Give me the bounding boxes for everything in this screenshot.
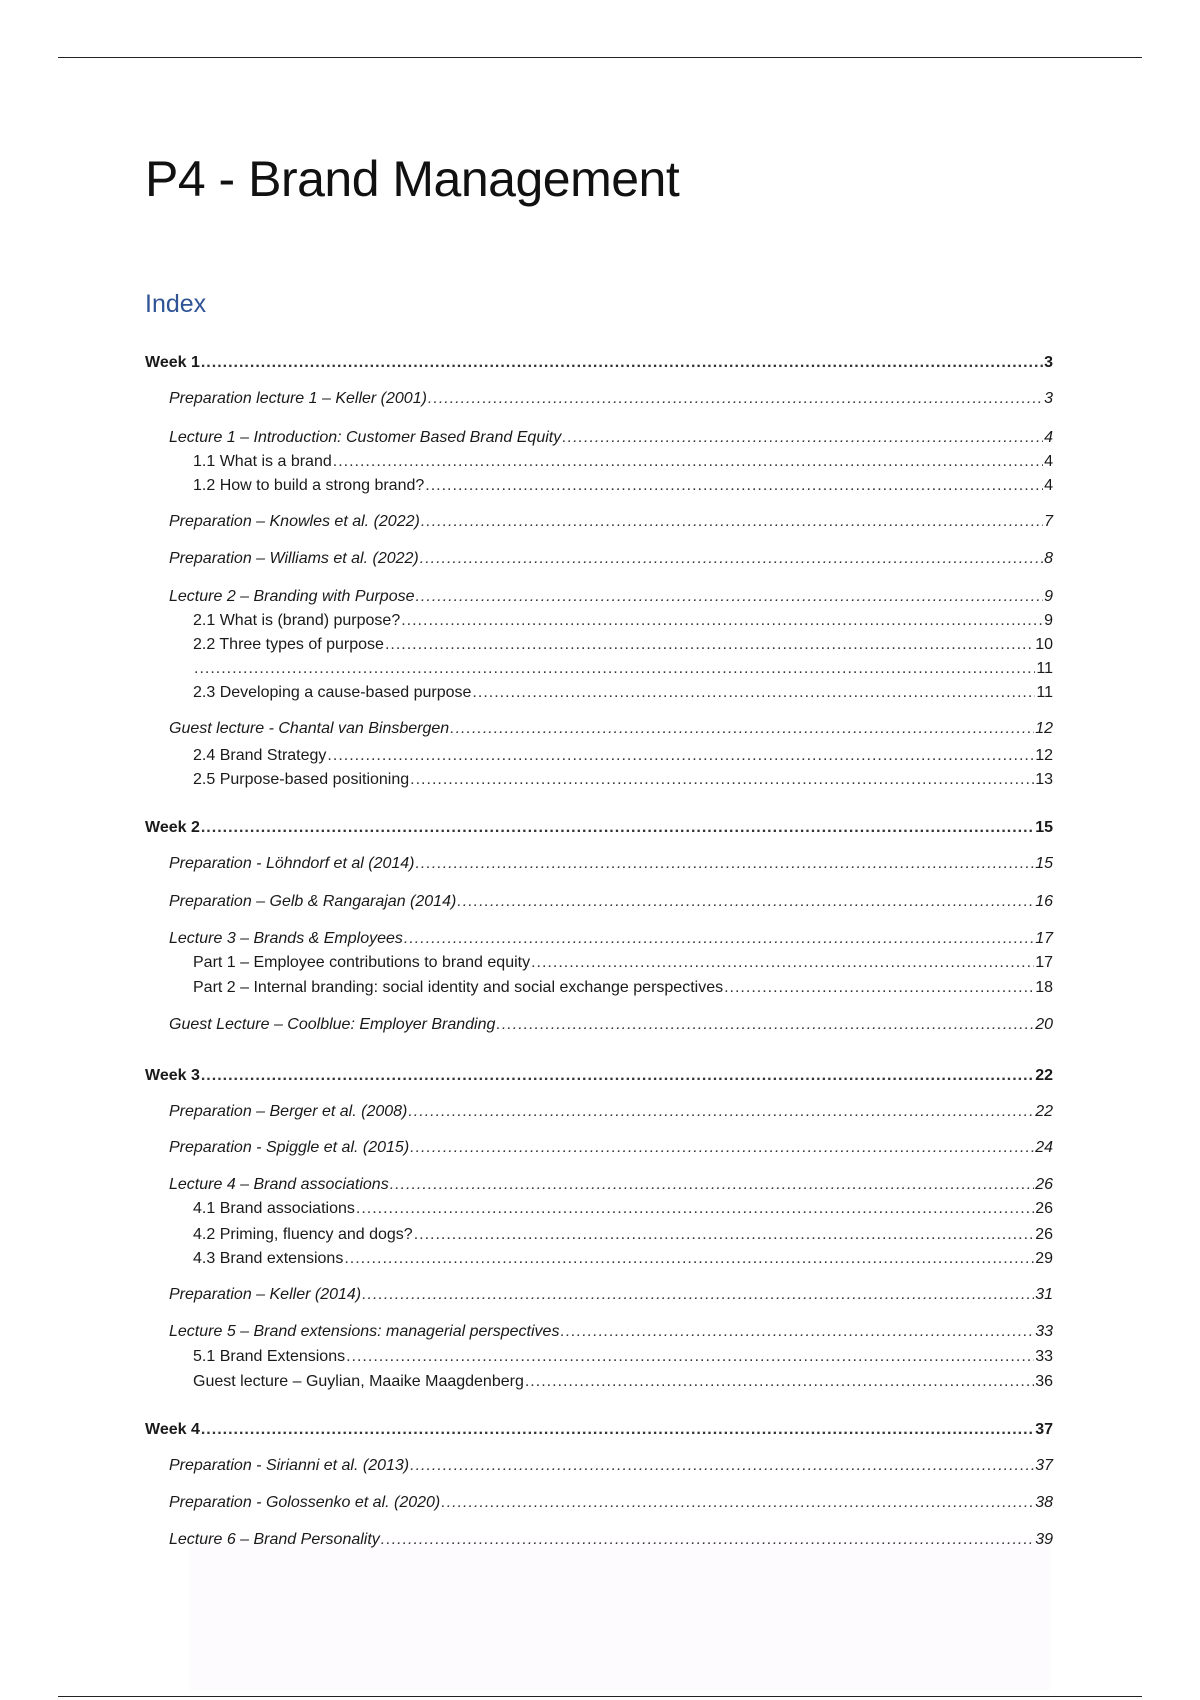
- toc-leader-dots: [194, 658, 1035, 680]
- toc-entry[interactable]: [193, 745, 1053, 767]
- bottom-rule: [58, 1696, 1142, 1697]
- toc-entry-page: 22: [1035, 1067, 1053, 1084]
- toc-entry-label: 2.5 Purpose-based positioning: [193, 771, 410, 788]
- toc-entry-page: 39: [1035, 1531, 1053, 1548]
- toc-leader-dots: [346, 1346, 1034, 1368]
- toc-entry[interactable]: [169, 1101, 1053, 1123]
- toc-leader-dots: [560, 1321, 1034, 1343]
- toc-entry[interactable]: [169, 1492, 1053, 1514]
- toc-leader-dots: [333, 451, 1043, 473]
- toc-entry[interactable]: [169, 1284, 1053, 1306]
- toc-leader-dots: [410, 1455, 1034, 1477]
- toc-leader-dots: [356, 1198, 1034, 1220]
- toc-entry-page: 17: [1035, 954, 1053, 971]
- index-heading: Index: [145, 290, 207, 318]
- toc-entry-page: 13: [1035, 771, 1053, 788]
- toc-entry-label: Week 2: [145, 819, 200, 836]
- toc-entry-page: 33: [1035, 1348, 1053, 1365]
- toc-leader-dots: [327, 745, 1034, 767]
- toc-entry-label: Preparation - Sirianni et al. (2013): [169, 1457, 410, 1474]
- toc-leader-dots: [428, 388, 1043, 410]
- toc-leader-dots: [401, 610, 1043, 632]
- toc-leader-dots: [441, 1492, 1034, 1514]
- toc-leader-dots: [362, 1284, 1034, 1306]
- toc-entry[interactable]: [193, 610, 1053, 632]
- toc-entry-page: 4: [1044, 477, 1053, 494]
- toc-entry[interactable]: [169, 586, 1053, 608]
- toc-leader-dots: [420, 548, 1043, 570]
- toc-leader-dots: [415, 586, 1043, 608]
- toc-entry-page: 4: [1044, 453, 1053, 470]
- toc-entry-label: 1.1 What is a brand: [193, 453, 332, 470]
- toc-entry[interactable]: [193, 1198, 1053, 1220]
- toc-leader-dots: [408, 1101, 1034, 1123]
- toc-leader-dots: [496, 1014, 1034, 1036]
- toc-entry-page: 33: [1035, 1323, 1053, 1340]
- toc-entry-page: 37: [1035, 1421, 1053, 1438]
- toc-leader-dots: [385, 634, 1034, 656]
- toc-entry-label: Preparation – Keller (2014): [169, 1286, 362, 1303]
- toc-entry[interactable]: [169, 928, 1053, 950]
- toc-entry[interactable]: [193, 769, 1053, 791]
- toc-entry[interactable]: [169, 718, 1053, 740]
- toc-entry-page: 17: [1035, 930, 1053, 947]
- toc-entry[interactable]: [193, 1248, 1053, 1270]
- toc-leader-dots: [414, 1224, 1035, 1246]
- toc-entry[interactable]: [169, 853, 1053, 875]
- toc-entry[interactable]: [193, 634, 1053, 656]
- toc-entry-page: 11: [1036, 684, 1053, 701]
- toc-leader-dots: [410, 1137, 1034, 1159]
- toc-entry-page: 9: [1044, 588, 1053, 605]
- toc-entry-label: Week 4: [145, 1421, 200, 1438]
- toc-entry-label: 2.2 Three types of purpose: [193, 636, 384, 653]
- toc-entry[interactable]: [145, 817, 1053, 839]
- toc-entry-label: Part 2 – Internal branding: social identity and social exchange perspectives: [193, 979, 724, 996]
- toc-leader-dots: [201, 1065, 1034, 1087]
- toc-leader-dots: [531, 952, 1034, 974]
- toc-entry[interactable]: [169, 548, 1053, 570]
- toc-entry-label: Guest lecture - Chantal van Binsbergen: [169, 720, 450, 737]
- toc-entry-page: 12: [1035, 720, 1053, 737]
- toc-entry-page: 37: [1035, 1457, 1053, 1474]
- toc-entry[interactable]: [169, 1455, 1053, 1477]
- toc-entry[interactable]: [193, 1346, 1053, 1368]
- toc-entry-label: Preparation – Gelb & Rangarajan (2014): [169, 893, 457, 910]
- toc-entry[interactable]: [169, 1174, 1053, 1196]
- toc-entry-label: Preparation – Williams et al. (2022): [169, 550, 419, 567]
- toc-leader-dots: [472, 682, 1035, 704]
- toc-entry[interactable]: [193, 658, 1053, 680]
- toc-leader-dots: [415, 853, 1034, 875]
- toc-leader-dots: [562, 427, 1043, 449]
- toc-entry[interactable]: [169, 891, 1053, 913]
- toc-leader-dots: [421, 511, 1043, 533]
- toc-entry-label: 5.1 Brand Extensions: [193, 1348, 346, 1365]
- toc-entry[interactable]: [145, 1065, 1053, 1087]
- toc-entry-page: 24: [1035, 1139, 1053, 1156]
- top-rule: [58, 57, 1142, 58]
- toc-entry-label: Week 3: [145, 1067, 200, 1084]
- toc-entry-page: 15: [1035, 819, 1053, 836]
- toc-leader-dots: [525, 1371, 1034, 1393]
- toc-entry-label: Week 1: [145, 354, 200, 371]
- toc-entry-label: Lecture 5 – Brand extensions: managerial perspectives: [169, 1323, 560, 1340]
- page-title: P4 - Brand Management: [145, 151, 680, 207]
- toc-leader-dots: [390, 1174, 1035, 1196]
- toc-entry-page: 22: [1035, 1103, 1053, 1120]
- toc-entry[interactable]: [193, 451, 1053, 473]
- faint-background-area: [190, 1540, 1050, 1690]
- toc-entry[interactable]: [193, 682, 1053, 704]
- toc-leader-dots: [344, 1248, 1034, 1270]
- toc-entry-label: Lecture 4 – Brand associations: [169, 1176, 389, 1193]
- toc-entry[interactable]: [145, 1419, 1053, 1441]
- toc-entry[interactable]: [193, 1371, 1053, 1393]
- toc-leader-dots: [381, 1529, 1034, 1551]
- toc-entry[interactable]: [169, 511, 1053, 533]
- toc-entry-label: 4.3 Brand extensions: [193, 1250, 344, 1267]
- toc-leader-dots: [450, 718, 1034, 740]
- toc-entry-label: Preparation – Knowles et al. (2022): [169, 513, 420, 530]
- toc-entry[interactable]: [193, 952, 1053, 974]
- toc-entry-page: 11: [1036, 660, 1053, 677]
- toc-entry-label: Part 1 – Employee contributions to brand equity: [193, 954, 531, 971]
- toc-leader-dots: [404, 928, 1034, 950]
- toc-entry[interactable]: [169, 1321, 1053, 1343]
- toc-entry-page: 16: [1035, 893, 1053, 910]
- toc-entry-label: Lecture 2 – Branding with Purpose: [169, 588, 415, 605]
- toc-entry[interactable]: [193, 977, 1053, 999]
- toc-entry-label: 4.2 Priming, fluency and dogs?: [193, 1226, 413, 1243]
- toc-entry-page: 36: [1035, 1373, 1053, 1390]
- toc-entry-label: 2.1 What is (brand) purpose?: [193, 612, 401, 629]
- toc-entry-page: 38: [1035, 1494, 1053, 1511]
- toc-entry[interactable]: [169, 1014, 1053, 1036]
- toc-entry-page: 26: [1035, 1200, 1053, 1217]
- toc-entry-label: Preparation lecture 1 – Keller (2001): [169, 390, 427, 407]
- toc-entry-page: 8: [1044, 550, 1053, 567]
- toc-entry-label: 1.2 How to build a strong brand?: [193, 477, 425, 494]
- toc-entry-page: 12: [1035, 747, 1053, 764]
- toc-entry-label: Lecture 1 – Introduction: Customer Based Brand Equity: [169, 429, 562, 446]
- toc-leader-dots: [425, 475, 1043, 497]
- toc-entry-label: 2.3 Developing a cause-based purpose: [193, 684, 472, 701]
- toc-entry-label: Guest Lecture – Coolblue: Employer Branding: [169, 1016, 496, 1033]
- toc-entry[interactable]: [169, 1529, 1053, 1551]
- toc-entry-label: 2.4 Brand Strategy: [193, 747, 327, 764]
- toc-entry-label: Preparation - Spiggle et al. (2015): [169, 1139, 410, 1156]
- toc-entry[interactable]: [193, 475, 1053, 497]
- toc-entry-page: 3: [1044, 354, 1053, 371]
- toc-entry-page: 20: [1035, 1016, 1053, 1033]
- toc-entry-label: Preparation – Berger et al. (2008): [169, 1103, 408, 1120]
- toc-entry-page: 3: [1044, 390, 1053, 407]
- toc-entry-page: 26: [1035, 1226, 1053, 1243]
- toc-entry-page: 4: [1044, 429, 1053, 446]
- toc-entry[interactable]: [145, 352, 1053, 374]
- toc-leader-dots: [201, 817, 1034, 839]
- toc-entry-page: 26: [1035, 1176, 1053, 1193]
- toc-entry-label: Preparation - Löhndorf et al (2014): [169, 855, 415, 872]
- toc-leader-dots: [724, 977, 1034, 999]
- toc-entry-page: 29: [1035, 1250, 1053, 1267]
- toc-entry-label: Preparation - Golossenko et al. (2020): [169, 1494, 441, 1511]
- toc-entry-label: Lecture 6 – Brand Personality: [169, 1531, 380, 1548]
- toc-entry-page: 18: [1035, 979, 1053, 996]
- toc-leader-dots: [410, 769, 1034, 791]
- toc-entry[interactable]: [193, 1224, 1053, 1246]
- toc-entry-page: 10: [1035, 636, 1053, 653]
- toc-entry-label: Lecture 3 – Brands & Employees: [169, 930, 403, 947]
- toc-entry-label: Guest lecture – Guylian, Maaike Maagdenberg: [193, 1373, 524, 1390]
- toc-entry-label: 4.1 Brand associations: [193, 1200, 355, 1217]
- toc-entry-page: 31: [1035, 1286, 1053, 1303]
- toc-leader-dots: [457, 891, 1034, 913]
- toc-entry-page: 15: [1035, 855, 1053, 872]
- toc-leader-dots: [201, 352, 1043, 374]
- toc-entry[interactable]: [169, 427, 1053, 449]
- toc-leader-dots: [201, 1419, 1034, 1441]
- toc-entry[interactable]: [169, 388, 1053, 410]
- toc-entry-page: 9: [1044, 612, 1053, 629]
- toc-entry[interactable]: [169, 1137, 1053, 1159]
- toc-entry-page: 7: [1044, 513, 1053, 530]
